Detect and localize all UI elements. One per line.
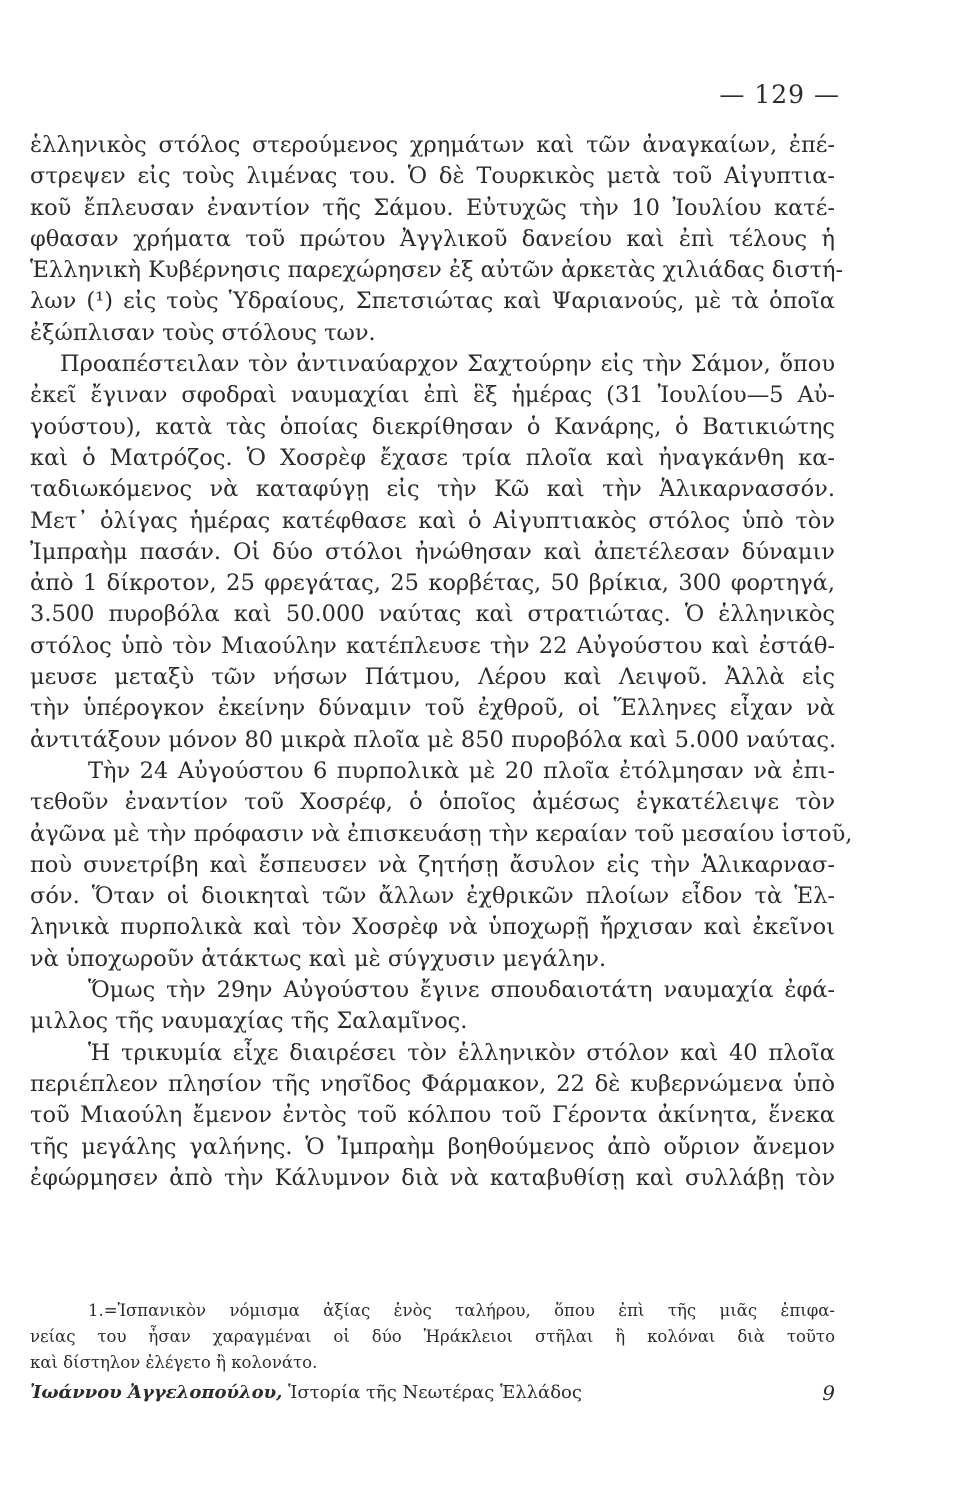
- text-line: ληνικὰ πυρπολικὰ καὶ τὸν Χοσρὲφ νὰ ὑποχωρῇ ἤρχισαν καὶ ἐκεῖνοι: [30, 914, 835, 941]
- signature-author: Ἰωάννου Ἀγγελοπούλου,: [30, 1382, 283, 1403]
- text-line: 3.500 πυροβόλα καὶ 50.000 ναύτας καὶ στρατιώτας. Ὁ ἑλληνικὸς: [30, 601, 835, 628]
- footnote-line: καὶ δίστηλον ἐλέγετο ἢ κολονάτο.: [30, 1353, 318, 1372]
- sheet-mark: 9: [822, 1381, 835, 1405]
- text-line: Ἑλληνικὴ Κυβέρνησις παρεχώρησεν ἐξ αὐτῶν ἀρκετὰς χιλιάδας διστή-: [30, 257, 844, 284]
- text-line: Ἡ τρικυμία εἶχε διαιρέσει τὸν ἑλληνικὸν στόλον καὶ 40 πλοῖα: [88, 1039, 835, 1066]
- text-line: σόν. Ὅταν οἱ διοικηταὶ τῶν ἄλλων ἐχθρικῶν πλοίων εἶδον τὰ Ἑλ-: [30, 883, 835, 910]
- signature-title: Ἱστορία τῆς Νεωτέρας Ἑλλάδος: [288, 1382, 582, 1403]
- footnote: [30, 1298, 835, 1376]
- text-line: ἀντιτάξουν μόνον 80 μικρὰ πλοῖα μὲ 850 πυροβόλα καὶ 5.000 ναύτας.: [30, 726, 837, 753]
- text-line: τὴν ὑπέρογκον ἐκείνην δύναμιν τοῦ ἐχθροῦ, οἱ Ἕλληνες εἶχαν νὰ: [30, 695, 835, 722]
- text-line: κοῦ ἔπλευσαν ἐναντίον τῆς Σάμου. Εὐτυχῶς τὴν 10 Ἰουλίου κατέ-: [30, 194, 835, 221]
- signature-text: [30, 1380, 582, 1406]
- text-line: νὰ ὑποχωροῦν ἀτάκτως καὶ μὲ σύγχυσιν μεγάλην.: [30, 945, 607, 972]
- text-line: Προαπέστειλαν τὸν ἀντιναύαρχον Σαχτούρην εἰς τὴν Σάμον, ὅπου: [60, 351, 835, 378]
- footnote-line: νείας του ἦσαν χαραγμέναι οἱ δύο Ἡράκλειοι στῆλαι ἢ κολόναι διὰ τοῦτο: [30, 1327, 835, 1346]
- body-text: [30, 130, 853, 1194]
- text-line: ἐξώπλισαν τοὺς στόλους των.: [30, 319, 376, 346]
- text-line: ἐκεῖ ἔγιναν σφοδραὶ ναυμαχίαι ἐπὶ ἓξ ἡμέρας (31 Ἰουλίου—5 Αὐ-: [30, 382, 835, 409]
- text-line: Μετ᾽ ὀλίγας ἡμέρας κατέφθασε καὶ ὁ Αἰγυπτιακὸς στόλος ὑπὸ τὸν: [30, 507, 835, 534]
- footnote-line: 1.=Ἱσπανικὸν νόμισμα ἀξίας ἑνὸς ταλήρου, ὅπου ἐπὶ τῆς μιᾶς ἐπιφα-: [88, 1301, 835, 1320]
- text-line: ἀγῶνα μὲ τὴν πρόφασιν νὰ ἐπισκευάσῃ τὴν κεραίαν τοῦ μεσαίου ἱστοῦ,: [30, 820, 853, 847]
- text-line: ἑλληνικὸς στόλος στερούμενος χρημάτων καὶ τῶν ἀναγκαίων, ἐπέ-: [30, 132, 835, 158]
- signature-line: [30, 1380, 835, 1406]
- text-line: τῆς μεγάλης γαλήνης. Ὁ Ἰμπραὴμ βοηθούμενος ἀπὸ οὔριον ἄνεμον: [30, 1133, 835, 1160]
- text-line: Ὅμως τὴν 29ην Αὐγούστου ἔγινε σπουδαιοτάτη ναυμαχία ἐφά-: [88, 977, 835, 1004]
- text-line: περιέπλεον πλησίον τῆς νησῖδος Φάρμακον, 22 δὲ κυβερνώμενα ὑπὸ: [30, 1070, 835, 1097]
- text-line: στόλος ὑπὸ τὸν Μιαούλην κατέπλευσε τὴν 22 Αὐγούστου καὶ ἐστάθ-: [30, 632, 835, 659]
- text-line: ἐφώρμησεν ἀπὸ τὴν Κάλυμνον διὰ νὰ καταβυθίσῃ καὶ συλλάβῃ τὸν: [30, 1164, 835, 1191]
- text-line: μιλλος τῆς ναυμαχίας τῆς Σαλαμῖνος.: [30, 1008, 468, 1035]
- text-line: Ἰμπραὴμ πασάν. Οἱ δύο στόλοι ἠνώθησαν καὶ ἀπετέλεσαν δύναμιν: [30, 538, 835, 565]
- text-line: μευσε μεταξὺ τῶν νήσων Πάτμου, Λέρου καὶ Λειψοῦ. Ἀλλὰ εἰς: [30, 664, 835, 691]
- text-line: στρεψεν εἰς τοὺς λιμένας του. Ὁ δὲ Τουρκικὸς μετὰ τοῦ Αἰγυπτια-: [30, 163, 835, 190]
- text-line: τοῦ Μιαούλη ἔμενον ἐντὸς τοῦ κόλπου τοῦ Γέροντα ἀκίνητα, ἕνεκα: [30, 1102, 835, 1129]
- text-line: ταδιωκόμενος νὰ καταφύγῃ εἰς τὴν Κῶ καὶ τὴν Ἁλικαρνασσόν.: [30, 476, 835, 503]
- text-line: λων (¹) εἰς τοὺς Ὑδραίους, Σπετσιώτας καὶ Ψαριανούς, μὲ τὰ ὁποῖα: [30, 288, 835, 315]
- text-line: φθασαν χρήματα τοῦ πρώτου Ἀγγλικοῦ δανείου καὶ ἐπὶ τέλους ἡ: [30, 225, 835, 252]
- text-line: τεθοῦν ἐναντίον τοῦ Χοσρέφ, ὁ ὁποῖος ἀμέσως ἐγκατέλειψε τὸν: [30, 789, 835, 816]
- text-line: ποὺ συνετρίβη καὶ ἔσπευσεν νὰ ζητήσῃ ἄσυλον εἰς τὴν Ἁλικαρνασ-: [30, 851, 835, 878]
- page-number: — 129 —: [719, 80, 840, 109]
- text-line: ἀπὸ 1 δίκροτον, 25 φρεγάτας, 25 κορβέτας, 50 βρίκια, 300 φορτηγά,: [30, 570, 835, 597]
- text-line: καὶ ὁ Ματρόζος. Ὁ Χοσρὲφ ἔχασε τρία πλοῖα καὶ ἠναγκάνθη κα-: [30, 444, 835, 471]
- text-line: γούστου), κατὰ τὰς ὁποίας διεκρίθησαν ὁ Κανάρης, ὁ Βατικιώτης: [30, 413, 835, 440]
- text-line: Τὴν 24 Αὐγούστου 6 πυρπολικὰ μὲ 20 πλοῖα ἐτόλμησαν νὰ ἐπι-: [88, 757, 835, 784]
